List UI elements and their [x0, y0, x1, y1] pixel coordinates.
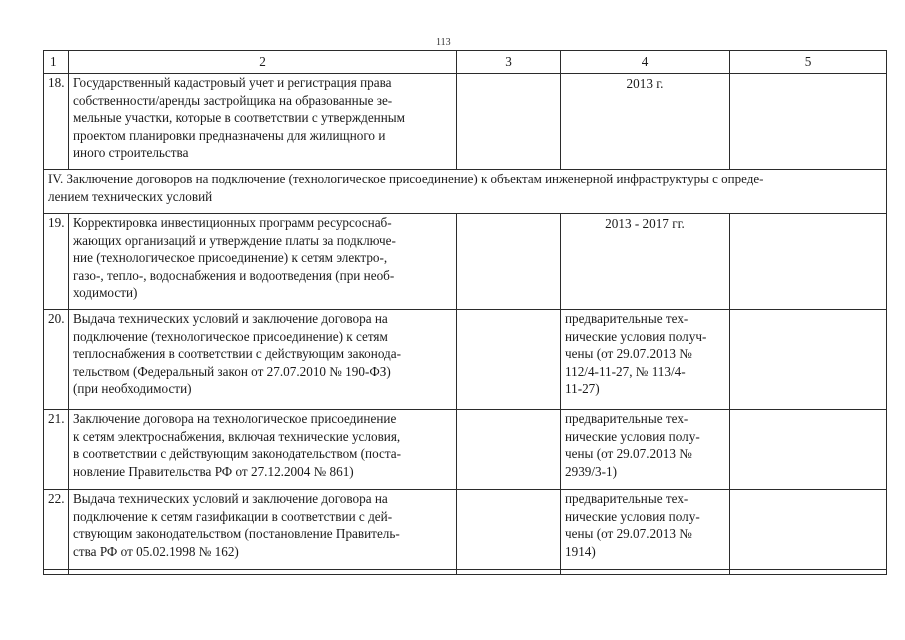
- text-line: ние (технологическое присоединение) к сетям электро-,: [73, 250, 388, 266]
- table-continuation: [44, 570, 887, 575]
- text-line: в соответствии с действующим законодательством (поста-: [73, 446, 402, 462]
- text-line: (при необходимости): [73, 381, 192, 397]
- text-line: ства РФ от 05.02.1998 № 162): [73, 543, 239, 559]
- text-line: чены (от 29.07.2013 №: [565, 526, 692, 542]
- row-number: 21.: [44, 410, 69, 490]
- row-description: [69, 490, 457, 570]
- row-col3: [457, 490, 561, 570]
- row-col5: [730, 310, 887, 410]
- text-line: нические условия полу-: [565, 428, 700, 444]
- text-line: 2939/3-1): [565, 463, 618, 479]
- row-col3: [457, 310, 561, 410]
- row-col3: [457, 214, 561, 310]
- row-deadline: [561, 214, 730, 310]
- text-line: IV. Заключение договоров на подключение (технологическое присоединение) к объектам инженерной инфраструктуры с опреде-: [48, 171, 764, 186]
- text-line: предварительные тех-: [565, 491, 689, 506]
- table-row: [44, 214, 887, 310]
- text-line: собственности/аренды застройщика на образованные зе-: [73, 92, 393, 108]
- col-1-header: 1: [44, 51, 69, 74]
- text-line: Корректировка инвестиционных программ ресурсоснаб-: [73, 215, 392, 230]
- col-3-header: 3: [457, 51, 561, 74]
- text-line: Выдача технических условий и заключение договора на: [73, 311, 388, 326]
- row-status: [561, 410, 730, 490]
- row-description: [69, 310, 457, 410]
- col-2-header: 2: [69, 51, 457, 74]
- text-line: к сетям электроснабжения, включая технические условия,: [73, 428, 401, 444]
- table-row: [44, 490, 887, 570]
- text-line: 112/4-11-27, № 113/4-: [565, 363, 686, 379]
- text-line: чены (от 29.07.2013 №: [565, 446, 692, 462]
- text-line: нические условия полу-: [565, 508, 700, 524]
- plan-table: [43, 50, 887, 575]
- text-line: 1914): [565, 543, 596, 559]
- section-iv-title: [44, 170, 887, 214]
- text-line: подключение к сетям газификации в соответствии с дей-: [73, 508, 393, 524]
- text-line: тельством (Федеральный закон от 27.07.2010 № 190-ФЗ): [73, 363, 391, 379]
- text-line: Выдача технических условий и заключение договора на: [73, 491, 388, 506]
- text-line: Государственный кадастровый учет и регистрация права: [73, 75, 392, 90]
- text-line: газо-, тепло-, водоснабжения и водоотведения (при необ-: [73, 267, 395, 283]
- text-line: нические условия получ-: [565, 328, 707, 344]
- deadline-text: 2013 - 2017 гг.: [605, 216, 685, 231]
- text-line: подключение (технологическое присоединение) к сетям: [73, 328, 388, 344]
- text-line: мельные участки, которые в соответствии с утвержденным: [73, 110, 405, 126]
- row-description: [69, 410, 457, 490]
- row-col3: [457, 410, 561, 490]
- page-number: 113: [436, 37, 451, 48]
- row-col5: [730, 74, 887, 170]
- row-col3: [457, 74, 561, 170]
- text-line: жающих организаций и утверждение платы за подключе-: [73, 232, 396, 248]
- row-number: 19.: [44, 214, 69, 310]
- row-description: [69, 214, 457, 310]
- text-line: новление Правительства РФ от 27.12.2004 № 861): [73, 463, 354, 479]
- row-col5: [730, 214, 887, 310]
- text-line: Заключение договора на технологическое присоединение: [73, 411, 397, 426]
- table-row: [44, 310, 887, 410]
- text-line: теплоснабжения в соответствии с действующим законода-: [73, 346, 402, 362]
- row-col5: [730, 410, 887, 490]
- text-line: ствующим законодательством (постановление Правитель-: [73, 526, 400, 542]
- row-status: [561, 490, 730, 570]
- table-row: [44, 74, 887, 170]
- row-status: [561, 310, 730, 410]
- text-line: иного строительства: [73, 145, 189, 161]
- text-line: чены (от 29.07.2013 №: [565, 346, 692, 362]
- row-number: 22.: [44, 490, 69, 570]
- row-number: 20.: [44, 310, 69, 410]
- row-col5: [730, 490, 887, 570]
- text-line: 11-27): [565, 381, 600, 397]
- table-row: [44, 410, 887, 490]
- text-line: проектом планировки предназначены для жилищного и: [73, 127, 386, 143]
- text-line: лением технических условий: [48, 188, 213, 204]
- deadline-text: 2013 г.: [626, 76, 664, 91]
- text-line: ходимости): [73, 285, 138, 301]
- row-deadline: [561, 74, 730, 170]
- row-description: [69, 74, 457, 170]
- table-header-row: [44, 51, 887, 74]
- section-header-row: [44, 170, 887, 214]
- col-4-header: 4: [561, 51, 730, 74]
- col-5-header: 5: [730, 51, 887, 74]
- text-line: предварительные тех-: [565, 411, 689, 426]
- row-number: 18.: [44, 74, 69, 170]
- text-line: предварительные тех-: [565, 311, 689, 326]
